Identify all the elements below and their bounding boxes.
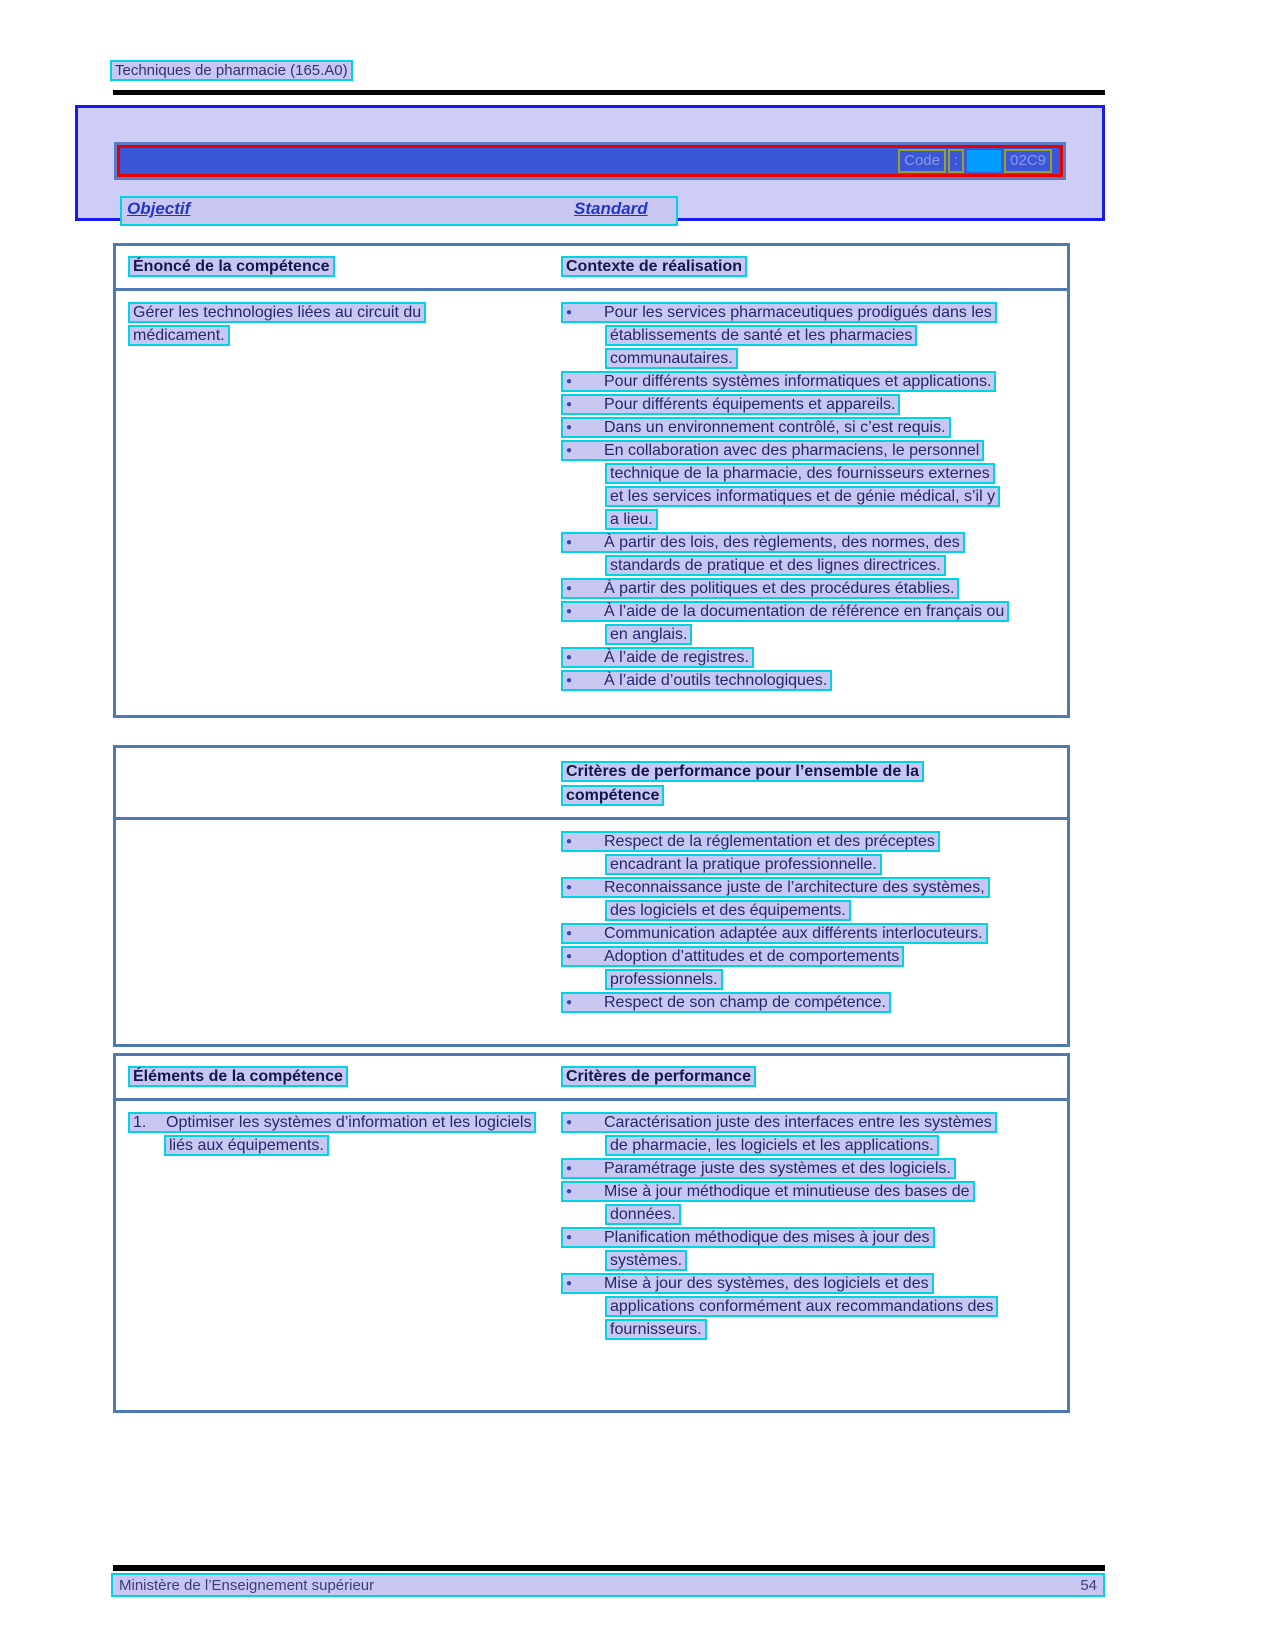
footer xyxy=(111,1573,1105,1597)
list-item xyxy=(561,1272,1005,1341)
empty-header-cell xyxy=(116,760,561,808)
table-competence xyxy=(113,243,1070,718)
bullet-icon: ● xyxy=(566,928,573,939)
bullet-icon: ● xyxy=(566,675,573,686)
list-item xyxy=(561,830,1005,876)
bullet-text: Paramétrage juste des systèmes et des logiciels. xyxy=(604,1160,951,1177)
header-cell-performance xyxy=(561,1065,1067,1089)
competence-statement-cell xyxy=(116,301,561,701)
list-item xyxy=(561,922,1005,945)
subheader-row xyxy=(120,196,678,226)
criteres-list-cell xyxy=(561,830,1067,1030)
header-divider xyxy=(113,90,1105,95)
list-item xyxy=(561,669,1005,692)
header-elements-text: Éléments de la compétence xyxy=(128,1066,348,1087)
table-criteres-ensemble xyxy=(113,745,1070,1047)
list-item xyxy=(561,876,1005,922)
bullet-icon: ● xyxy=(566,836,573,847)
bullet-icon: ● xyxy=(566,951,573,962)
header-performance-text: Critères de performance xyxy=(561,1066,756,1087)
list-item xyxy=(561,370,1005,393)
running-header xyxy=(110,62,353,79)
header-enonce-text: Énoncé de la compétence xyxy=(128,256,335,277)
list-item xyxy=(561,1226,1005,1272)
bullet-icon: ● xyxy=(566,1278,573,1289)
element-item-cell xyxy=(116,1111,561,1396)
empty-body-cell xyxy=(116,830,561,1030)
list-item xyxy=(561,1180,1005,1226)
objectif-heading: Objectif xyxy=(127,199,191,218)
performance-bullet-list xyxy=(561,1111,1005,1341)
bullet-icon: ● xyxy=(566,997,573,1008)
header-cell-enonce xyxy=(116,255,561,279)
code-label: Code xyxy=(898,149,946,173)
table-criteres-header xyxy=(116,748,1067,820)
code-separator: : xyxy=(948,149,964,173)
element-number: 1. xyxy=(133,1114,147,1131)
footer-divider xyxy=(113,1565,1105,1571)
list-item xyxy=(561,646,1005,669)
list-item xyxy=(561,416,1005,439)
criteres-bullet-list xyxy=(561,830,1005,1014)
title-banner-backing xyxy=(114,142,1066,180)
bullet-text: Pour différents systèmes informatiques et applications. xyxy=(604,373,992,390)
header-cell-contexte xyxy=(561,255,1067,279)
bullet-text: À partir des politiques et des procédures établies. xyxy=(604,580,955,597)
bullet-icon: ● xyxy=(566,583,573,594)
header-cell-elements xyxy=(116,1065,561,1089)
bullet-text: Pour les services pharmaceutiques prodigués dans les établissements de santé et les pharmacies communautaires. xyxy=(604,304,992,367)
code-value: 02C9 xyxy=(1004,149,1052,173)
standard-heading: Standard xyxy=(574,199,648,218)
list-item xyxy=(561,301,1005,370)
bullet-text: À l’aide de registres. xyxy=(604,649,749,666)
bullet-text: À partir des lois, des règlements, des normes, des standards de pratique et des lignes directrices. xyxy=(604,534,960,574)
footer-page-number: 54 xyxy=(1080,1576,1097,1594)
list-item xyxy=(561,945,1005,991)
bullet-icon: ● xyxy=(566,1232,573,1243)
bullet-text: Respect de son champ de compétence. xyxy=(604,994,886,1011)
bullet-icon: ● xyxy=(566,422,573,433)
bullet-icon: ● xyxy=(566,307,573,318)
contexte-list-cell xyxy=(561,301,1067,701)
table-elements-body xyxy=(116,1101,1067,1410)
bullet-text: Mise à jour méthodique et minutieuse des bases de données. xyxy=(604,1183,970,1223)
bullet-icon: ● xyxy=(566,537,573,548)
list-item xyxy=(561,531,1005,577)
bullet-text: Planification méthodique des mises à jour des systèmes. xyxy=(604,1229,930,1269)
bullet-text: À l’aide de la documentation de référence en français ou en anglais. xyxy=(604,603,1005,643)
bullet-text: En collaboration avec des pharmaciens, le personnel technique de la pharmacie, des fournisseurs externes et les services informatiques et de génie médical, s’il y a lieu. xyxy=(604,442,996,528)
list-item xyxy=(561,393,1005,416)
bullet-text: Respect de la réglementation et des préceptes encadrant la pratique professionnelle. xyxy=(604,833,935,873)
title-banner xyxy=(117,145,1063,177)
header-contexte-text: Contexte de réalisation xyxy=(561,256,747,277)
bullet-icon: ● xyxy=(566,882,573,893)
bullet-text: Adoption d’attitudes et de comportements professionnels. xyxy=(604,948,900,988)
bullet-icon: ● xyxy=(566,445,573,456)
list-item xyxy=(561,577,1005,600)
bullet-text: À l’aide d’outils technologiques. xyxy=(604,672,828,689)
element-text: Optimiser les systèmes d’information et les logiciels liés aux équipements. xyxy=(166,1114,532,1154)
list-item xyxy=(561,1157,1005,1180)
bullet-text: Reconnaissance juste de l’architecture des systèmes, des logiciels et des équipements. xyxy=(604,879,985,919)
bullet-text: Caractérisation juste des interfaces entre les systèmes de pharmacie, les logiciels et les applications. xyxy=(604,1114,992,1154)
table-elements xyxy=(113,1053,1070,1413)
bullet-icon: ● xyxy=(566,1186,573,1197)
contexte-bullet-list xyxy=(561,301,1005,692)
list-item xyxy=(561,1111,1005,1157)
table-criteres-body xyxy=(116,820,1067,1044)
bullet-icon: ● xyxy=(566,1163,573,1174)
bullet-icon: ● xyxy=(566,652,573,663)
footer-ministry-text: Ministère de l’Enseignement supérieur xyxy=(119,1576,375,1594)
list-item xyxy=(561,991,1005,1014)
header-cell-criteres-ensemble xyxy=(561,760,1067,808)
bullet-text: Dans un environnement contrôlé, si c’est requis. xyxy=(604,419,946,436)
code-gap-highlight xyxy=(967,150,1001,172)
list-item xyxy=(561,600,1005,646)
bullet-text: Mise à jour des systèmes, des logiciels et des applications conformément aux recommandations des fournisseurs. xyxy=(604,1275,994,1338)
list-item xyxy=(561,439,1005,531)
running-header-text: Techniques de pharmacie (165.A0) xyxy=(110,60,353,81)
table-elements-header xyxy=(116,1056,1067,1101)
competence-statement: Gérer les technologies liées au circuit du médicament. xyxy=(128,302,426,346)
bullet-text: Pour différents équipements et appareils. xyxy=(604,396,896,413)
table-competence-header xyxy=(116,246,1067,291)
bullet-text: Communication adaptée aux différents interlocuteurs. xyxy=(604,925,983,942)
bullet-icon: ● xyxy=(566,1117,573,1128)
table-competence-body xyxy=(116,291,1067,715)
bullet-icon: ● xyxy=(566,606,573,617)
bullet-icon: ● xyxy=(566,376,573,387)
performance-list-cell xyxy=(561,1111,1067,1396)
header-criteres-ensemble-text: Critères de performance pour l’ensemble de la compétence xyxy=(561,761,924,806)
bullet-icon: ● xyxy=(566,399,573,410)
